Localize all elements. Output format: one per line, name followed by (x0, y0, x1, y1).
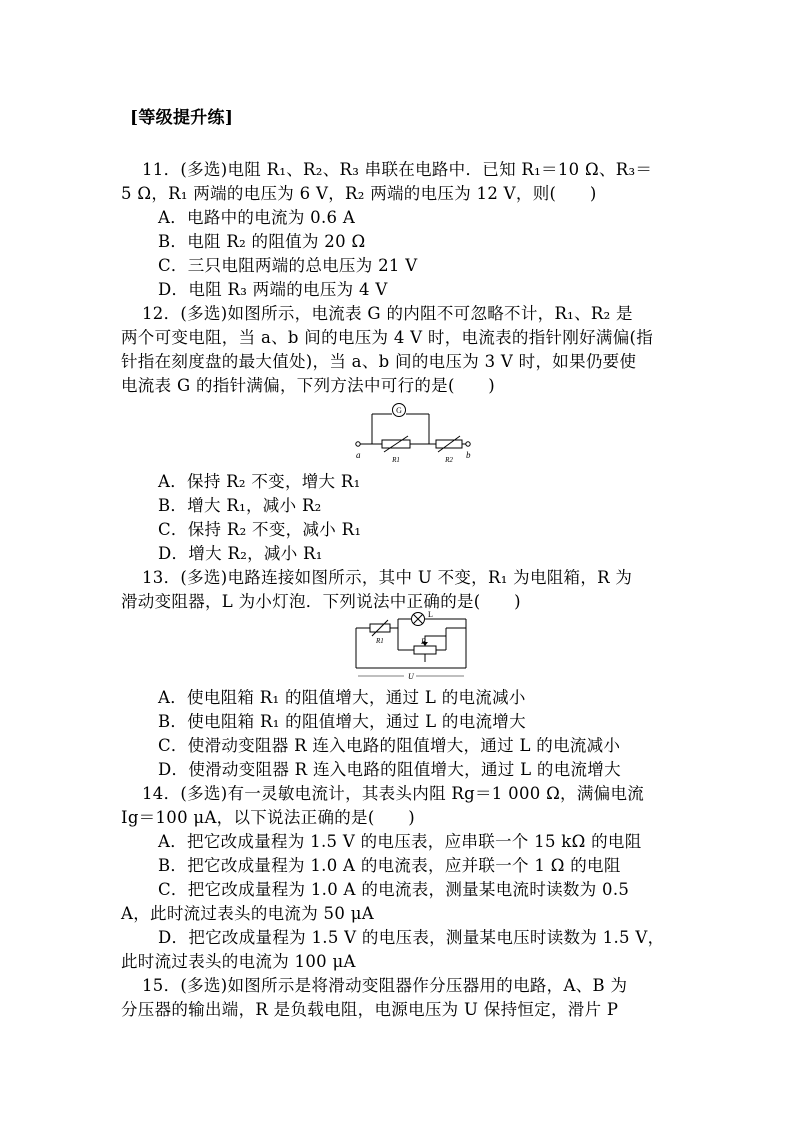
question-11-line-1: 11．(多选)电阻 R₁、R₂、R₃ 串联在电路中．已知 R₁＝10 Ω、R₃＝ (142, 160, 653, 179)
question-13-line-2: 滑动变阻器，L 为小灯泡．下列说法中正确的是( ) (121, 592, 521, 611)
label-r1: R1 (392, 456, 400, 464)
q12-option-a: A．保持 R₂ 不变，增大 R₁ (158, 472, 361, 491)
question-14-line-2: Ig＝100 μA，以下说法正确的是( ) (121, 808, 415, 827)
circuit-diagram-q13 (350, 610, 475, 684)
meter-label: G (396, 406, 402, 415)
a-terminal (356, 442, 360, 446)
q14-option-d-line-2: 此时流过表头的电流为 100 μA (121, 952, 356, 971)
question-12-line-2: 两个可变电阻，当 a、b 间的电压为 4 V 时，电流表的指针刚好满偏(指 (121, 328, 654, 347)
circuit-diagram-q12 (350, 398, 480, 464)
q14-option-d-line-1: D．把它改成量程为 1.5 V 的电压表，测量某电压时读数为 1.5 V， (158, 928, 665, 947)
question-14-line-1: 14．(多选)有一灵敏电流计，其表头内阻 Rg＝1 000 Ω，满偏电流 (142, 784, 645, 803)
section-title: [等级提升练] (130, 108, 234, 128)
q12-option-b: B．增大 R₁，减小 R₂ (158, 496, 322, 515)
q13-option-d: D．使滑动变阻器 R 连入电路的阻值增大，通过 L 的电流增大 (158, 760, 621, 779)
rheostat-icon (414, 646, 436, 654)
q13-option-c: C．使滑动变阻器 R 连入电路的阻值增大，通过 L 的电流减小 (158, 736, 621, 755)
q14-option-c-line-2: A，此时流过表头的电流为 50 μA (121, 904, 374, 923)
question-11-line-2: 5 Ω，R₁ 两端的电压为 6 V，R₂ 两端的电压为 12 V，则( ) (121, 184, 597, 203)
q13-option-b: B．使电阻箱 R₁ 的阻值增大，通过 L 的电流增大 (158, 712, 526, 731)
label-r2: R2 (445, 456, 453, 464)
q14-option-b: B．把它改成量程为 1.0 A 的电流表，应并联一个 1 Ω 的电阻 (158, 856, 621, 875)
q12-option-d: D．增大 R₂，减小 R₁ (158, 544, 323, 563)
b-terminal (466, 442, 470, 446)
question-12-line-1: 12．(多选)如图所示，电流表 G 的内阻不可忽略不计，R₁、R₂ 是 (142, 304, 633, 323)
question-15-line-2: 分压器的输出端，R 是负载电阻，电源电压为 U 保持恒定，滑片 P (121, 1000, 619, 1019)
label-a: a (356, 450, 361, 460)
question-15-line-1: 15．(多选)如图所示是将滑动变阻器作分压器用的电路，A、B 为 (142, 976, 628, 995)
label-r: R (421, 637, 426, 646)
label-r1: R1 (376, 637, 384, 645)
q14-option-a: A．把它改成量程为 1.5 V 的电压表，应串联一个 15 kΩ 的电阻 (158, 832, 642, 851)
q14-option-c-line-1: C．把它改成量程为 1.0 A 的电流表，测量某电流时读数为 0.5 (158, 880, 630, 899)
label-b: b (466, 450, 471, 460)
label-u: U (408, 672, 414, 681)
question-13-line-1: 13．(多选)电路连接如图所示，其中 U 不变，R₁ 为电阻箱，R 为 (142, 568, 633, 587)
question-12-line-4: 电流表 G 的指针满偏，下列方法中可行的是( ) (121, 376, 496, 395)
q11-option-c: C．三只电阻两端的总电压为 21 V (158, 256, 418, 275)
q13-option-a: A．使电阻箱 R₁ 的阻值增大，通过 L 的电流减小 (158, 688, 526, 707)
q11-option-a: A．电路中的电流为 0.6 A (158, 208, 356, 227)
label-l: L (428, 610, 433, 619)
q12-option-c: C．保持 R₂ 不变，减小 R₁ (158, 520, 362, 539)
q11-option-b: B．电阻 R₂ 的阻值为 20 Ω (158, 232, 366, 251)
q11-option-d: D．电阻 R₃ 两端的电压为 4 V (158, 280, 388, 299)
question-12-line-3: 针指在刻度盘的最大值处)，当 a、b 间的电压为 3 V 时，如果仍要使 (121, 352, 637, 371)
